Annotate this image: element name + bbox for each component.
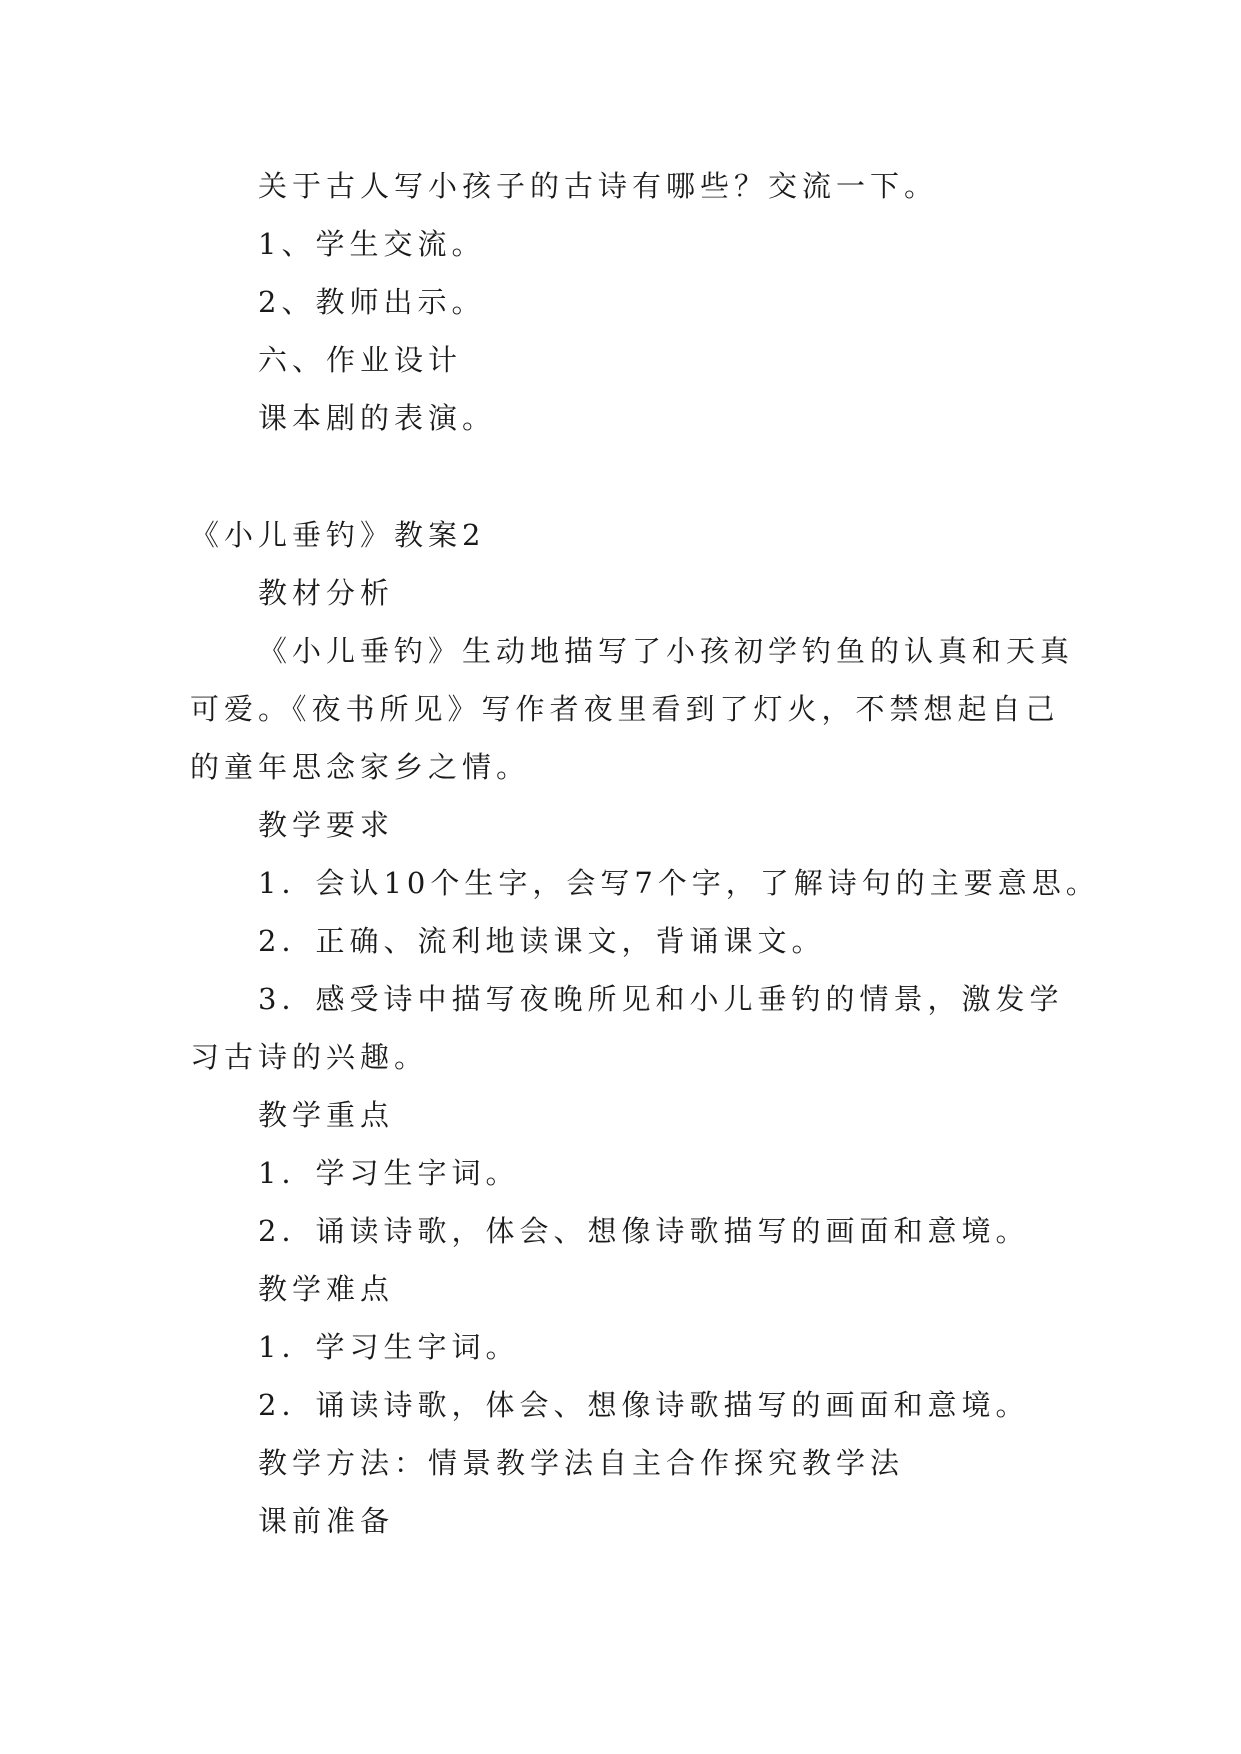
paragraph-line: 教学方法：情景教学法自主合作探究教学法 — [258, 1446, 905, 1480]
paragraph-line: 《小儿垂钓》生动地描写了小孩初学钓鱼的认真和天真 — [258, 634, 1075, 668]
section-heading: 教学难点 — [258, 1272, 395, 1306]
list-item: 1．学习生字词。 — [258, 1156, 520, 1190]
list-item: 3．感受诗中描写夜晚所见和小儿垂钓的情景，激发学 — [258, 982, 1064, 1016]
list-item: 1．会认10个生字，会写7个字，了解诗句的主要意思。 — [258, 866, 1100, 900]
list-item: 2．正确、流利地读课文，背诵课文。 — [258, 924, 826, 958]
list-item: 2．诵读诗歌，体会、想像诗歌描写的画面和意境。 — [258, 1214, 1030, 1248]
list-item: 1．学习生字词。 — [258, 1330, 520, 1364]
paragraph-line: 1、学生交流。 — [258, 227, 486, 261]
section-heading: 课前准备 — [258, 1504, 395, 1538]
paragraph-line: 2、教师出示。 — [258, 285, 486, 319]
section-heading: 六、作业设计 — [258, 343, 463, 377]
paragraph-line: 习古诗的兴趣。 — [190, 1040, 429, 1074]
document-title: 《小儿垂钓》教案2 — [190, 518, 486, 552]
paragraph-line: 可爱。《夜书所见》写作者夜里看到了灯火，不禁想起自己 — [190, 692, 1060, 726]
document-page — [190, 0, 1100, 1754]
section-heading: 教材分析 — [258, 576, 395, 610]
paragraph-line: 课本剧的表演。 — [258, 401, 497, 435]
section-heading: 教学重点 — [258, 1098, 395, 1132]
list-item: 2．诵读诗歌，体会、想像诗歌描写的画面和意境。 — [258, 1388, 1030, 1422]
paragraph-line: 关于古人写小孩子的古诗有哪些？交流一下。 — [258, 169, 939, 203]
paragraph-line: 的童年思念家乡之情。 — [190, 750, 531, 784]
section-heading: 教学要求 — [258, 808, 395, 842]
